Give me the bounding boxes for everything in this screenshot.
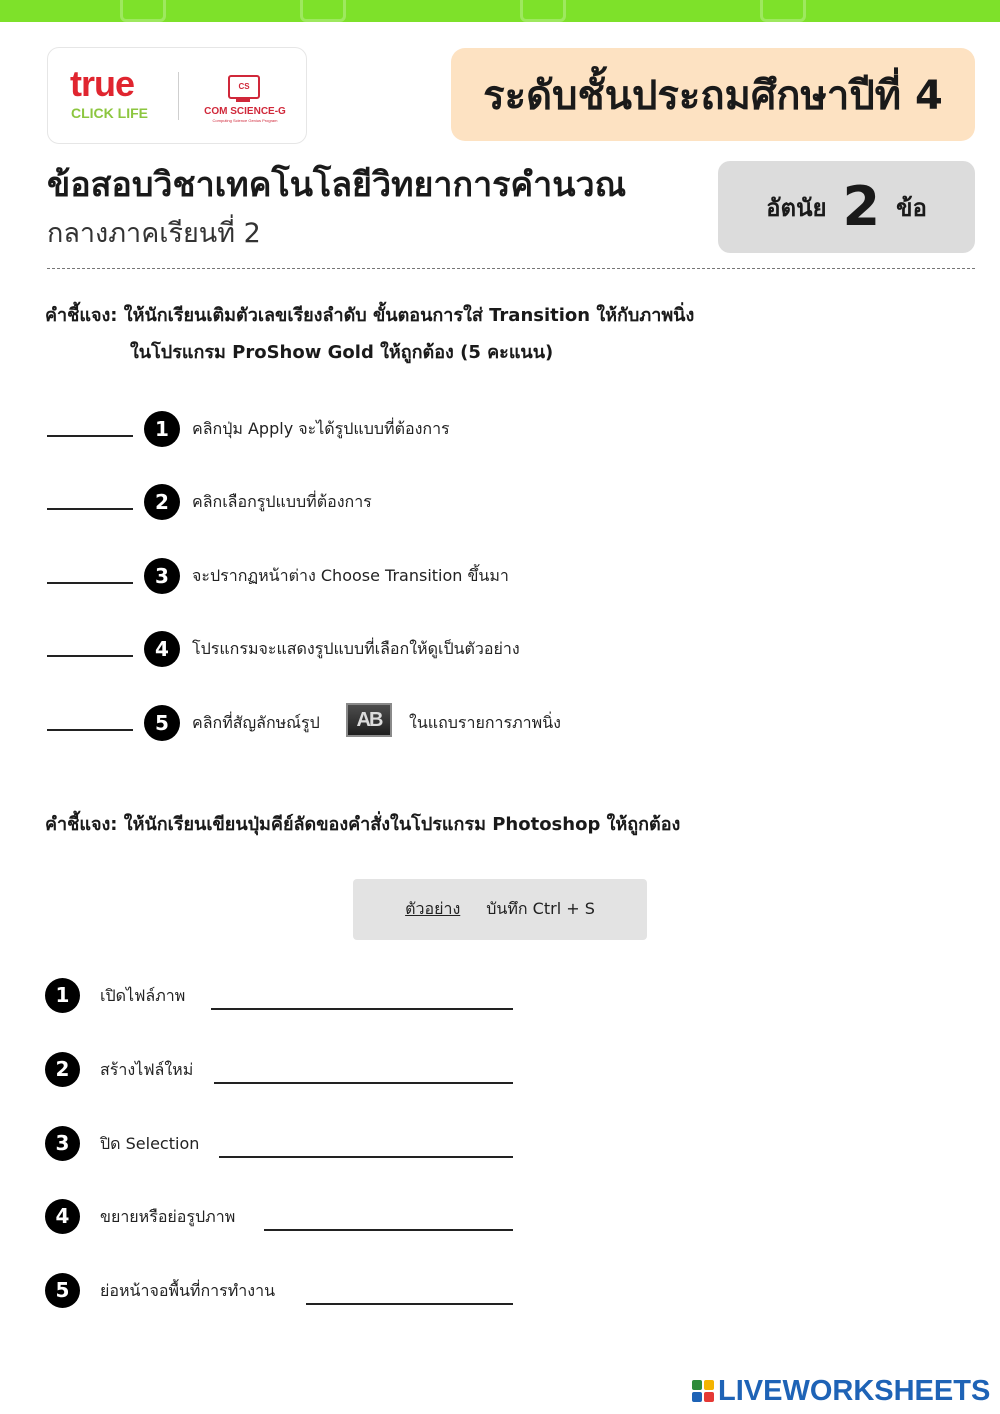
count-suffix: ข้อ xyxy=(896,193,927,222)
section1-instruction xyxy=(45,303,694,329)
banner-decoration xyxy=(760,0,806,22)
comscience-logo-text: COM SCIENCE-G xyxy=(204,106,286,117)
answer-line[interactable] xyxy=(264,1229,513,1231)
shortcut-question-row xyxy=(45,978,545,1018)
instruction-label: คำชี้แจง: xyxy=(45,305,118,326)
computer-stand-icon xyxy=(236,98,250,102)
logo-separator xyxy=(178,72,179,120)
item-text: จะปรากฏหน้าต่าง Choose Transition ขึ้นมา xyxy=(192,566,509,585)
grade-level-badge xyxy=(451,48,975,141)
item-text: ขยายหรือย่อรูปภาพ xyxy=(100,1207,236,1226)
item-text: คลิกปุ่ม Apply จะได้รูปแบบที่ต้องการ xyxy=(192,419,450,438)
text-ab-icon: AB xyxy=(346,703,392,737)
item-text: คลิกที่สัญลักษณ์รูป xyxy=(192,713,320,732)
example-text: บันทึก Ctrl + S xyxy=(486,899,595,918)
grade-level-text: ระดับชั้นประถมศึกษาปีที่ 4 xyxy=(483,72,943,119)
comscience-tagline: Computing Science Genius Program xyxy=(212,118,278,123)
section1-instruction-cont: ในโปรแกรม ProShow Gold ให้ถูกต้อง (5 คะแนน) xyxy=(130,342,554,363)
exam-subtitle: กลางภาคเรียนที่ 2 xyxy=(47,218,261,249)
instruction-text: ให้นักเรียนเขียนปุ่มคีย์ลัดของคำสั่งในโปรแกรม Photoshop ให้ถูกต้อง xyxy=(123,814,681,835)
item-number-badge: 1 xyxy=(144,411,180,447)
banner-decoration xyxy=(520,0,566,22)
answer-blank[interactable] xyxy=(47,655,133,657)
computer-icon: CS xyxy=(228,75,260,99)
item-text: เปิดไฟล์ภาพ xyxy=(100,986,186,1005)
item-number-badge: 5 xyxy=(45,1273,80,1308)
order-question-row xyxy=(47,629,747,669)
count-prefix: อัตนัย xyxy=(766,193,827,222)
question-count-badge xyxy=(718,161,975,253)
item-number-badge: 4 xyxy=(45,1199,80,1234)
shortcut-question-row xyxy=(45,1273,545,1313)
item-text-after: ในแถบรายการภาพนิ่ง xyxy=(409,713,561,732)
answer-blank[interactable] xyxy=(47,729,133,731)
answer-line[interactable] xyxy=(214,1082,513,1084)
banner-decoration xyxy=(120,0,166,22)
shortcut-question-row xyxy=(45,1199,545,1239)
count-number: 2 xyxy=(842,175,881,238)
answer-blank[interactable] xyxy=(47,582,133,584)
item-text: ปิด Selection xyxy=(100,1134,200,1153)
instruction-text: ให้นักเรียนเติมตัวเลขเรียงลำดับ ขั้นตอนการใส่ Transition ให้กับภาพนิ่ง xyxy=(123,305,695,326)
item-number-badge: 5 xyxy=(144,705,180,741)
answer-line[interactable] xyxy=(211,1008,513,1010)
item-text: คลิกเลือกรูปแบบที่ต้องการ xyxy=(192,492,372,511)
order-question-row xyxy=(47,703,747,743)
answer-line[interactable] xyxy=(219,1156,513,1158)
item-number-badge: 4 xyxy=(144,631,180,667)
example-box xyxy=(353,879,647,940)
liveworksheets-logo xyxy=(692,1374,990,1408)
section2-instruction xyxy=(45,812,680,838)
instruction-label: คำชี้แจง: xyxy=(45,814,118,835)
top-banner xyxy=(0,0,1000,22)
item-number-badge: 3 xyxy=(144,558,180,594)
liveworksheets-brand: LIVEWORKSHEETS xyxy=(718,1374,991,1407)
item-text: โปรแกรมจะแสดงรูปแบบที่เลือกให้ดูเป็นตัวอย่าง xyxy=(192,639,520,658)
order-question-row xyxy=(47,556,747,596)
clicklife-logo-text: CLICK LIFE xyxy=(71,105,148,121)
sponsor-logo-box xyxy=(47,47,307,144)
order-question-row xyxy=(47,482,747,522)
item-text: สร้างไฟล์ใหม่ xyxy=(100,1060,194,1079)
item-number-badge: 3 xyxy=(45,1126,80,1161)
item-number-badge: 2 xyxy=(144,484,180,520)
answer-blank[interactable] xyxy=(47,435,133,437)
item-number-badge: 2 xyxy=(45,1052,80,1087)
item-text: ย่อหน้าจอพื้นที่การทำงาน xyxy=(100,1281,275,1300)
shortcut-question-row xyxy=(45,1052,545,1092)
section-divider xyxy=(47,268,975,269)
answer-blank[interactable] xyxy=(47,508,133,510)
banner-decoration xyxy=(300,0,346,22)
liveworksheets-grid-icon xyxy=(692,1380,714,1402)
example-label: ตัวอย่าง xyxy=(405,899,461,918)
true-logo-text: true xyxy=(70,63,135,104)
exam-title: ข้อสอบวิชาเทคโนโลยีวิทยาการคำนวณ xyxy=(47,165,627,205)
answer-line[interactable] xyxy=(306,1303,513,1305)
item-number-badge: 1 xyxy=(45,978,80,1013)
shortcut-question-row xyxy=(45,1126,545,1166)
order-question-row xyxy=(47,409,747,449)
